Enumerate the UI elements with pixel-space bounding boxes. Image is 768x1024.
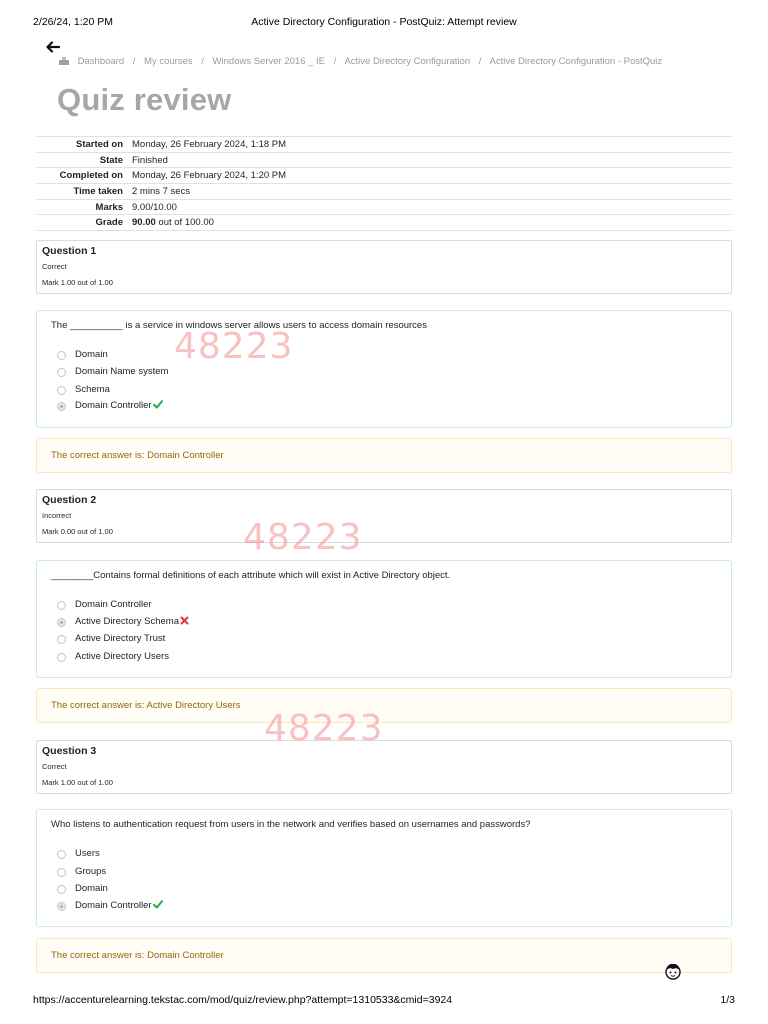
avatar-icon[interactable] [663, 962, 683, 980]
cross-icon [180, 616, 189, 625]
question-number: Question 1 [42, 245, 97, 257]
answer-label: Domain [75, 883, 108, 894]
breadcrumb-separator: / [201, 56, 204, 67]
print-page-number: 1/3 [720, 994, 735, 1006]
watermark: 48223 [174, 326, 294, 367]
breadcrumb-my-courses[interactable]: My courses [144, 56, 193, 67]
radio-button[interactable] [57, 368, 66, 377]
radio-button[interactable] [57, 850, 66, 859]
radio-button-checked[interactable] [57, 402, 66, 411]
answer-label: Domain Name system [75, 366, 169, 377]
summary-value: Finished [132, 154, 168, 166]
question-1-content [36, 310, 732, 428]
answer-label: Domain Controller [75, 400, 152, 411]
summary-row-state [36, 152, 732, 168]
answer-label-wrap [75, 400, 163, 411]
question-mark: Mark 1.00 out of 1.00 [42, 778, 113, 787]
summary-row-time-taken [36, 184, 732, 200]
summary-value [132, 215, 732, 231]
attempt-summary-table [36, 136, 732, 231]
answer-label: Active Directory Trust [75, 633, 166, 644]
print-datetime: 2/26/24, 1:20 PM [33, 16, 113, 28]
question-3-info [36, 740, 732, 794]
question-mark: Mark 1.00 out of 1.00 [42, 278, 113, 287]
watermark: 48223 [264, 708, 384, 749]
answer-label: Schema [75, 384, 110, 395]
question-text: The __________ is a service in windows server allows users to access domain resources [51, 320, 427, 331]
question-3-content [36, 809, 732, 927]
page-title: Quiz review [57, 82, 232, 117]
breadcrumb-course[interactable]: Windows Server 2016 _ IE [212, 56, 326, 67]
radio-button[interactable] [57, 351, 66, 360]
answer-label: Domain Controller [75, 599, 152, 610]
question-mark: Mark 0.00 out of 1.00 [42, 527, 113, 536]
dashboard-icon [59, 57, 69, 65]
question-2-content [36, 560, 732, 678]
summary-row-started [36, 137, 732, 153]
check-icon [153, 400, 163, 409]
question-state: Correct [42, 762, 67, 771]
question-number: Question 2 [42, 494, 97, 506]
summary-value: 2 mins 7 secs [132, 185, 191, 197]
question-state: Correct [42, 262, 67, 271]
summary-label: Started on [76, 138, 123, 150]
summary-value: Monday, 26 February 2024, 1:18 PM [132, 138, 287, 150]
answer-label-wrap [75, 616, 189, 627]
breadcrumb-separator: / [333, 56, 337, 67]
watermark: 48223 [243, 517, 363, 558]
question-2-info [36, 489, 732, 543]
radio-button[interactable] [57, 885, 66, 894]
radio-button[interactable] [57, 653, 66, 662]
breadcrumb-dashboard[interactable]: Dashboard [77, 56, 125, 67]
answer-label-wrap [75, 900, 163, 911]
summary-row-completed [36, 168, 732, 184]
summary-label: Grade [95, 217, 123, 229]
radio-button[interactable] [57, 635, 66, 644]
answer-label: Active Directory Users [75, 651, 169, 662]
breadcrumb-separator: / [132, 56, 136, 67]
answer-label: Groups [75, 866, 107, 877]
breadcrumb-section[interactable]: Active Directory Configuration [344, 56, 471, 67]
question-1-info [36, 240, 732, 294]
summary-label: Marks [95, 201, 123, 213]
summary-label: State [99, 154, 123, 166]
question-2-feedback [36, 688, 732, 723]
breadcrumb [59, 56, 662, 67]
print-footer [33, 994, 735, 1008]
answer-label: Domain Controller [75, 900, 152, 911]
summary-value: 9.00/10.00 [132, 201, 177, 213]
radio-button[interactable] [57, 386, 66, 395]
print-document-title: Active Directory Configuration - PostQuiz: Attempt review [251, 16, 517, 28]
summary-label: Completed on [59, 170, 123, 182]
grade-out-of: out of 100.00 [155, 217, 214, 229]
summary-value: Monday, 26 February 2024, 1:20 PM [132, 170, 287, 182]
correct-answer-text: The correct answer is: Domain Controller [51, 450, 224, 461]
summary-row-grade [36, 215, 732, 231]
answer-label: Active Directory Schema [75, 616, 180, 627]
correct-answer-text: The correct answer is: Active Directory Users [51, 700, 241, 711]
question-3-feedback [36, 938, 732, 973]
check-icon [153, 900, 163, 909]
answer-label: Domain [75, 349, 108, 360]
summary-label: Time taken [73, 185, 123, 197]
grade-value: 90.00 [132, 217, 156, 229]
question-number: Question 3 [42, 745, 97, 757]
correct-answer-text: The correct answer is: Domain Controller [51, 950, 224, 961]
print-header [33, 16, 735, 30]
breadcrumb-quiz[interactable]: Active Directory Configuration - PostQuiz [489, 56, 663, 67]
radio-button[interactable] [57, 868, 66, 877]
question-state: Incorrect [42, 511, 72, 520]
question-text: ________Contains formal definitions of each attribute which will exist in Active Directory object. [51, 570, 451, 581]
answer-label: Users [75, 848, 100, 859]
breadcrumb-separator: / [478, 56, 482, 67]
summary-row-marks [36, 199, 732, 215]
radio-button-checked[interactable] [57, 618, 66, 627]
print-url: https://accenturelearning.tekstac.com/mod/quiz/review.php?attempt=1310533&cmid=3924 [33, 994, 453, 1006]
question-1-feedback [36, 438, 732, 473]
radio-button-checked[interactable] [57, 902, 66, 911]
back-arrow-icon[interactable] [45, 39, 61, 55]
question-text: Who listens to authentication request from users in the network and verifies based on usernames and passwords? [51, 819, 531, 830]
radio-button[interactable] [57, 601, 66, 610]
